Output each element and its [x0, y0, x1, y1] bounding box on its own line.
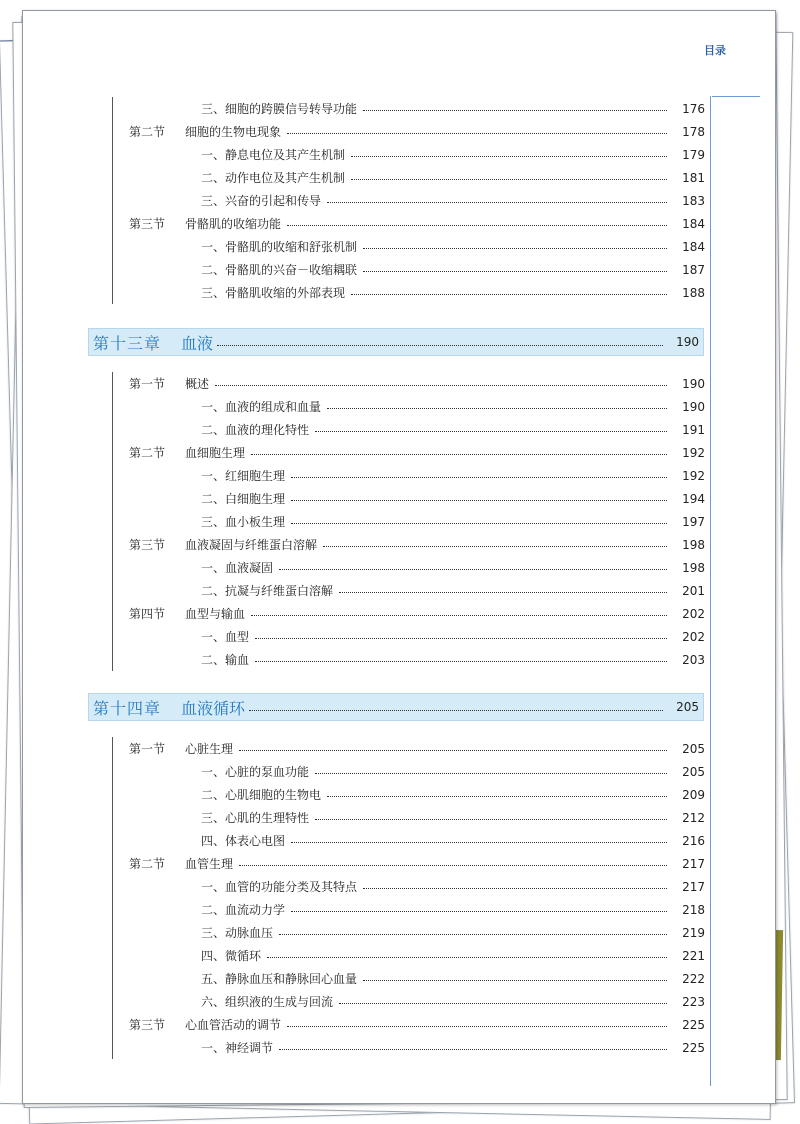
- section-number: 第二节: [129, 125, 166, 139]
- toc-entry-title: 二、抗凝与纤维蛋白溶解: [201, 584, 334, 598]
- toc-page-number: 218: [682, 902, 705, 917]
- toc-entry[interactable]: [113, 944, 705, 967]
- toc-entry-title: 细胞的生物电现象: [185, 125, 282, 139]
- toc-entry[interactable]: [113, 921, 705, 944]
- toc-entry[interactable]: [113, 625, 705, 648]
- toc-page-number: 222: [682, 971, 705, 986]
- section-number: 第三节: [129, 538, 166, 552]
- section-number: 第二节: [129, 857, 166, 871]
- toc-entry[interactable]: [113, 143, 705, 166]
- toc-page-number: 205: [682, 741, 705, 756]
- toc-section[interactable]: [113, 441, 705, 464]
- toc-page-number: 201: [682, 583, 705, 598]
- toc-entry[interactable]: [113, 1036, 705, 1059]
- toc-entry[interactable]: [113, 898, 705, 921]
- toc-page-number: 217: [682, 879, 705, 894]
- toc-entry-title: 一、静息电位及其产生机制: [201, 148, 346, 162]
- chapter-number: 第十四章: [93, 698, 162, 718]
- toc-page-number: 225: [682, 1017, 705, 1032]
- toc-entry[interactable]: [113, 579, 705, 602]
- toc-section[interactable]: [113, 602, 705, 625]
- toc-entry[interactable]: [113, 281, 705, 304]
- toc-page-number: 216: [682, 833, 705, 848]
- toc-entry-title: 四、微循环: [201, 949, 262, 963]
- chapter-heading-13[interactable]: [88, 328, 704, 356]
- toc-entry-title: 三、骨骼肌收缩的外部表现: [201, 286, 346, 300]
- section-number: 第二节: [129, 446, 166, 460]
- section-number: 第一节: [129, 377, 166, 391]
- toc-page-number: 202: [682, 629, 705, 644]
- toc-entry-title: 二、动作电位及其产生机制: [201, 171, 346, 185]
- toc-entry-title: 心脏生理: [185, 742, 234, 756]
- toc-page-number: 223: [682, 994, 705, 1009]
- toc-entry-title: 五、静脉血压和静脉回心血量: [201, 972, 358, 986]
- toc-entry-title: 一、血液的组成和血量: [201, 400, 322, 414]
- toc-entry-title: 血液凝固与纤维蛋白溶解: [185, 538, 318, 552]
- section-number: 第四节: [129, 607, 166, 621]
- toc-section[interactable]: [113, 1013, 705, 1036]
- toc-section[interactable]: [113, 533, 705, 556]
- toc-section-group: [112, 97, 705, 304]
- toc-entry[interactable]: [113, 258, 705, 281]
- toc-entry-title: 一、神经调节: [201, 1041, 274, 1055]
- toc-section[interactable]: [113, 737, 705, 760]
- toc-entry-title: 二、骨骼肌的兴奋－收缩耦联: [201, 263, 358, 277]
- toc-entry-title: 一、心脏的泵血功能: [201, 765, 310, 779]
- toc-entry-title: 三、动脉血压: [201, 926, 274, 940]
- toc-section[interactable]: [113, 372, 705, 395]
- toc-page-number: 209: [682, 787, 705, 802]
- toc-section[interactable]: [113, 120, 705, 143]
- toc-entry[interactable]: [113, 829, 705, 852]
- toc-entry[interactable]: [113, 990, 705, 1013]
- toc-page-number: 197: [682, 514, 705, 529]
- toc-entry[interactable]: [113, 487, 705, 510]
- toc-page-number: 219: [682, 925, 705, 940]
- toc-entry[interactable]: [113, 189, 705, 212]
- toc-page-number: 194: [682, 491, 705, 506]
- toc-page-number: 183: [682, 193, 705, 208]
- toc-entry[interactable]: [113, 967, 705, 990]
- toc-section[interactable]: [113, 212, 705, 235]
- toc-section[interactable]: [113, 852, 705, 875]
- section-number: 第三节: [129, 1018, 166, 1032]
- toc-entry[interactable]: [113, 875, 705, 898]
- toc-page-number: 184: [682, 239, 705, 254]
- toc-entry-title: 二、输血: [201, 653, 250, 667]
- toc-entry-title: 一、血液凝固: [201, 561, 274, 575]
- toc-page-number: 198: [682, 560, 705, 575]
- toc-entry[interactable]: [113, 648, 705, 671]
- toc-entry[interactable]: [113, 395, 705, 418]
- toc-page-number: 188: [682, 285, 705, 300]
- toc-entry-title: 二、血液的理化特性: [201, 423, 310, 437]
- toc-entry-title: 二、白细胞生理: [201, 492, 286, 506]
- toc-page-number: 221: [682, 948, 705, 963]
- toc-entry-title: 一、血管的功能分类及其特点: [201, 880, 358, 894]
- toc-entry[interactable]: [113, 418, 705, 441]
- toc-entry-title: 骨骼肌的收缩功能: [185, 217, 282, 231]
- toc-entry[interactable]: [113, 806, 705, 829]
- toc-page-number: 205: [682, 764, 705, 779]
- toc-page-number: 190: [676, 335, 699, 349]
- toc-entry-title: 一、骨骼肌的收缩和舒张机制: [201, 240, 358, 254]
- toc-page-number: 225: [682, 1040, 705, 1055]
- toc-entry[interactable]: [113, 97, 705, 120]
- toc-entry[interactable]: [113, 464, 705, 487]
- toc-page-number: 192: [682, 468, 705, 483]
- toc-entry[interactable]: [113, 235, 705, 258]
- toc-page-number: 178: [682, 124, 705, 139]
- toc-page-number: 191: [682, 422, 705, 437]
- toc-entry-title: 四、体表心电图: [201, 834, 286, 848]
- toc-section-group: [112, 372, 705, 671]
- toc-page-number: 198: [682, 537, 705, 552]
- toc-page-number: 176: [682, 101, 705, 116]
- toc-page-number: 217: [682, 856, 705, 871]
- toc-page-number: 179: [682, 147, 705, 162]
- chapter-title: 血液循环: [181, 698, 246, 718]
- chapter-heading-14[interactable]: [88, 693, 704, 721]
- chapter-number: 第十三章: [93, 333, 162, 353]
- toc-entry[interactable]: [113, 556, 705, 579]
- toc-entry[interactable]: [113, 166, 705, 189]
- toc-entry-title: 三、血小板生理: [201, 515, 286, 529]
- toc-entry-title: 血型与输血: [185, 607, 246, 621]
- toc-page-number: 203: [682, 652, 705, 667]
- toc-page-number: 192: [682, 445, 705, 460]
- toc-page-number: 190: [682, 399, 705, 414]
- section-number: 第三节: [129, 217, 166, 231]
- toc-page-number: 184: [682, 216, 705, 231]
- toc-entry-title: 六、组织液的生成与回流: [201, 995, 334, 1009]
- toc-entry-title: 一、血型: [201, 630, 250, 644]
- toc-entry-title: 三、心肌的生理特性: [201, 811, 310, 825]
- toc-page-number: 202: [682, 606, 705, 621]
- toc-entry-title: 一、红细胞生理: [201, 469, 286, 483]
- toc-entry-title: 二、心肌细胞的生物电: [201, 788, 322, 802]
- toc-entry-title: 二、血流动力学: [201, 903, 286, 917]
- chapter-title: 血液: [181, 333, 214, 353]
- toc-entry[interactable]: [113, 783, 705, 806]
- section-number: 第一节: [129, 742, 166, 756]
- toc-page-number: 190: [682, 376, 705, 391]
- toc-entry[interactable]: [113, 510, 705, 533]
- toc-page-number: 187: [682, 262, 705, 277]
- toc-entry-title: 三、细胞的跨膜信号转导功能: [201, 102, 358, 116]
- toc-entry-title: 三、兴奋的引起和传导: [201, 194, 322, 208]
- page-header-title: 目录: [704, 44, 726, 57]
- toc-entry-title: 血细胞生理: [185, 446, 246, 460]
- toc-page-number: 212: [682, 810, 705, 825]
- toc-page-number: 181: [682, 170, 705, 185]
- toc-section-group: [112, 737, 705, 1059]
- toc-page-number: 205: [676, 700, 699, 714]
- toc-entry-title: 心血管活动的调节: [185, 1018, 282, 1032]
- toc-entry-title: 概述: [185, 377, 210, 391]
- toc-entry[interactable]: [113, 760, 705, 783]
- toc-entry-title: 血管生理: [185, 857, 234, 871]
